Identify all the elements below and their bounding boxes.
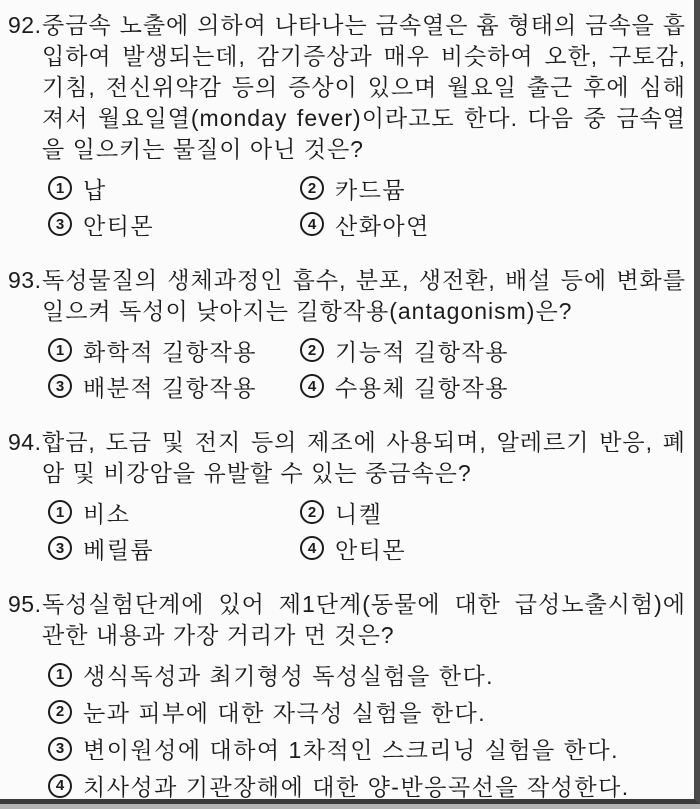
circled-number-icon: 3 <box>48 374 72 398</box>
circled-number-icon: 1 <box>48 176 72 200</box>
circled-number-icon: 3 <box>48 536 72 560</box>
circled-number-icon: 1 <box>48 663 72 687</box>
option-1 <box>48 494 300 530</box>
question-94 <box>8 427 690 566</box>
circled-number-icon: 1 <box>48 500 72 524</box>
option-label: 배분적 길항작용 <box>83 374 257 401</box>
option-1 <box>48 332 300 368</box>
option-label: 납 <box>83 176 107 203</box>
option-3 <box>48 530 300 566</box>
question-92-head <box>8 10 690 165</box>
circled-number-icon: 2 <box>300 500 324 524</box>
question-text: 중금속 노출에 의하여 나타나는 금속열은 흄 형태의 금속을 흡입하여 발생되는데, 감기증상과 매우 비슷하여 오한, 구토감, 기침, 전신위약감 등의 증상이 있으며 월요일 출근 후에 심해져서 월요일열(monday fever)이라고도 한다. 다음 중 금속열을 일으키는 물질이 아닌 것은? <box>42 12 686 162</box>
option-1 <box>48 656 690 693</box>
option-label: 수용체 길항작용 <box>335 374 509 401</box>
option-label: 안티몬 <box>83 212 155 239</box>
question-number: 92. <box>8 12 42 38</box>
option-3 <box>48 368 300 404</box>
option-2 <box>300 332 690 368</box>
question-95 <box>8 589 690 804</box>
option-2 <box>48 693 690 730</box>
question-95-head <box>8 589 690 651</box>
option-label: 치사성과 기관장해에 대한 양-반응곡선을 작성한다. <box>83 774 630 800</box>
option-1 <box>48 170 300 206</box>
circled-number-icon: 4 <box>300 212 324 236</box>
question-93 <box>8 265 690 404</box>
question-number: 95. <box>8 591 42 617</box>
option-label: 베릴륨 <box>83 536 155 563</box>
question-92 <box>8 10 690 242</box>
question-text: 합금, 도금 및 전지 등의 제조에 사용되며, 알레르기 반응, 폐암 및 비강암을 유발할 수 있는 중금속은? <box>42 429 686 486</box>
question-text: 독성물질의 생체과정인 흡수, 분포, 생전환, 배설 등에 변화를 일으켜 독성이 낮아지는 길항작용(antagonism)은? <box>42 267 686 324</box>
circled-number-icon: 4 <box>300 374 324 398</box>
option-label: 생식독성과 최기형성 독성실험을 한다. <box>83 663 495 689</box>
option-4 <box>300 206 690 242</box>
question-94-head <box>8 427 690 489</box>
option-label: 비소 <box>83 500 131 527</box>
circled-number-icon: 4 <box>300 536 324 560</box>
question-text: 독성실험단계에 있어 제1단계(동물에 대한 급성노출시험)에 관한 내용과 가장 거리가 먼 것은? <box>42 591 686 648</box>
option-label: 눈과 피부에 대한 자극성 실험을 한다. <box>83 700 487 726</box>
circled-number-icon: 2 <box>300 338 324 362</box>
option-label: 안티몬 <box>335 536 407 563</box>
circled-number-icon: 4 <box>48 774 72 798</box>
circled-number-icon: 3 <box>48 212 72 236</box>
question-number: 93. <box>8 267 42 293</box>
question-93-head <box>8 265 690 327</box>
question-94-options <box>48 494 690 566</box>
option-label: 변이원성에 대하여 1차적인 스크리닝 실험을 한다. <box>83 737 619 763</box>
option-4 <box>300 368 690 404</box>
option-3 <box>48 206 300 242</box>
option-label: 기능적 길항작용 <box>335 338 509 365</box>
circled-number-icon: 3 <box>48 737 72 761</box>
option-label: 산화아연 <box>335 212 430 239</box>
question-92-options <box>48 170 690 242</box>
option-label: 카드뮴 <box>335 176 407 203</box>
circled-number-icon: 2 <box>48 700 72 724</box>
circled-number-icon: 1 <box>48 338 72 362</box>
question-95-options <box>48 656 690 804</box>
question-number: 94. <box>8 429 42 455</box>
option-label: 화학적 길항작용 <box>83 338 257 365</box>
option-2 <box>300 494 690 530</box>
option-4 <box>300 530 690 566</box>
option-2 <box>300 170 690 206</box>
option-4 <box>48 767 690 804</box>
question-93-options <box>48 332 690 404</box>
option-label: 니켈 <box>335 500 383 527</box>
circled-number-icon: 2 <box>300 176 324 200</box>
option-3 <box>48 730 690 767</box>
